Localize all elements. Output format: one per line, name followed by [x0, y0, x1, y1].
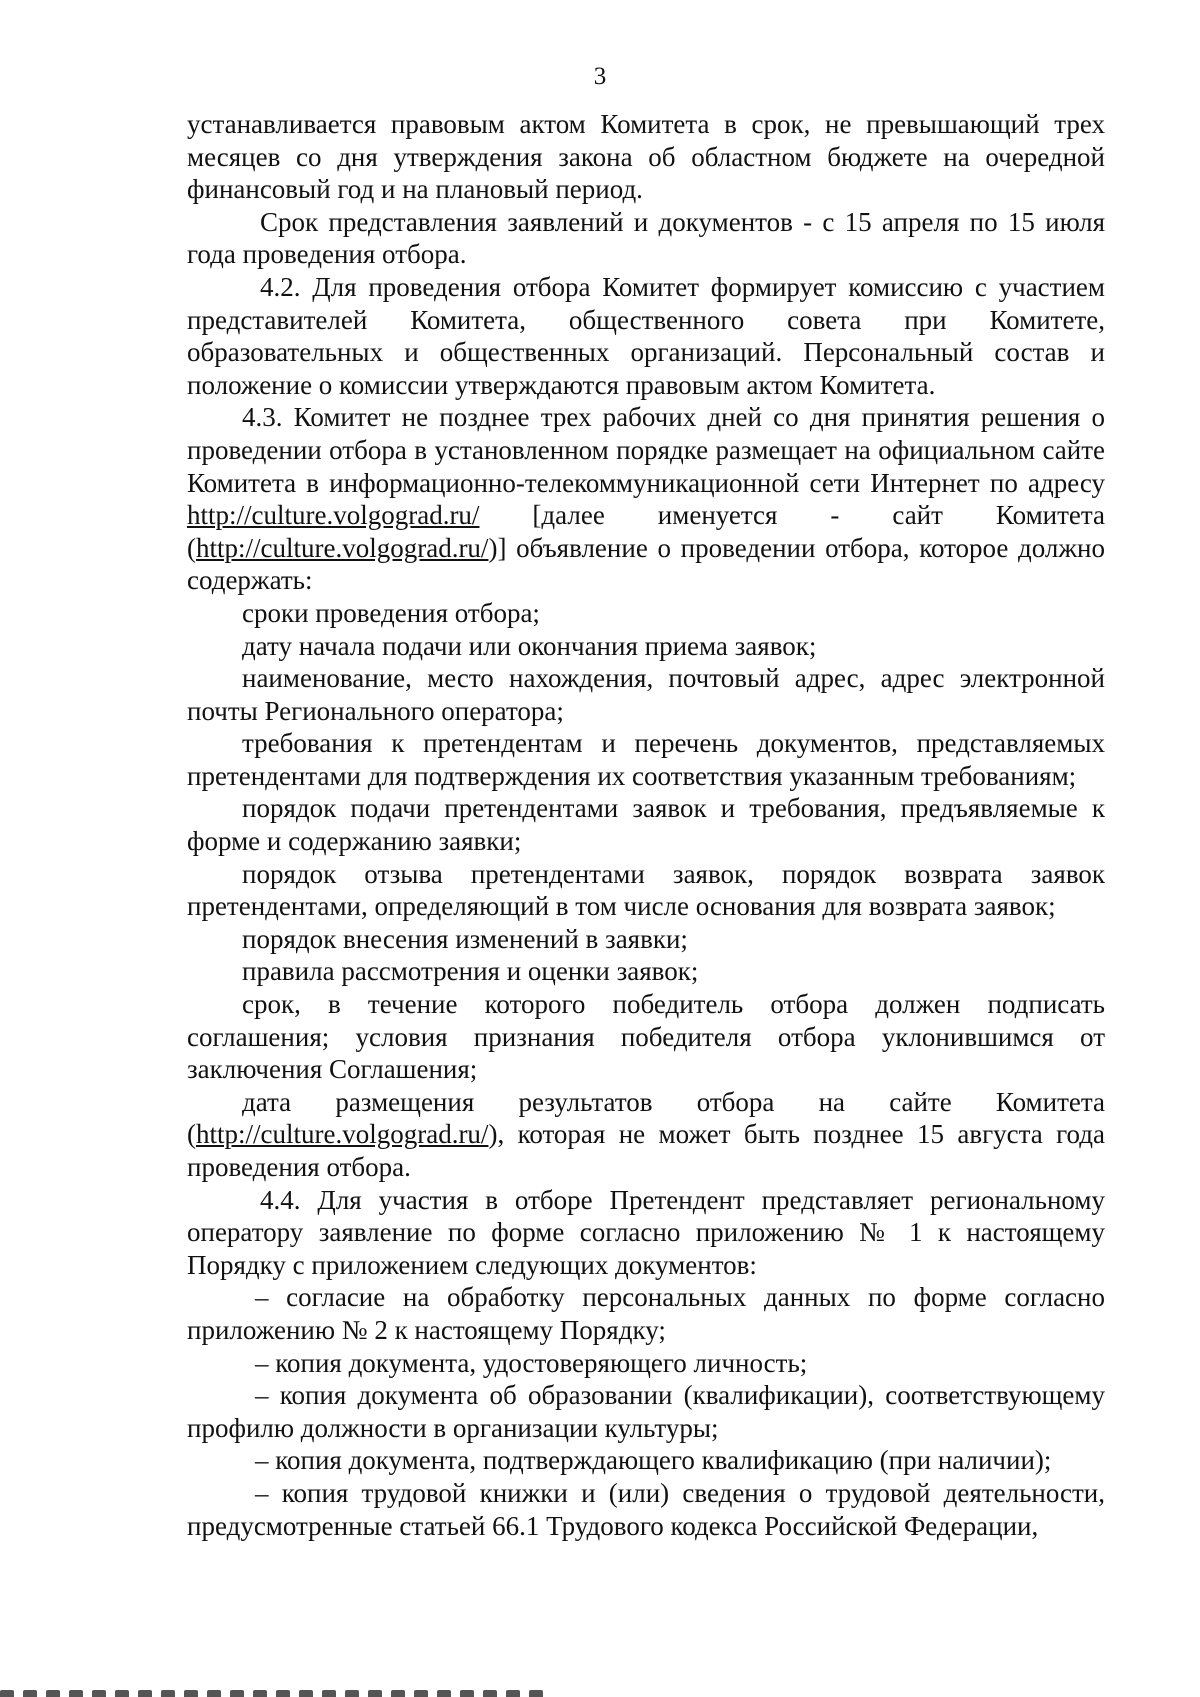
- page-number: 3: [593, 63, 607, 90]
- doc-item-education-document: – копия документа об образовании (квалификации), соответствующему профилю должности в организации культуры;: [187, 1380, 1105, 1443]
- list-item-review-rules: правила рассмотрения и оценки заявок;: [242, 956, 699, 987]
- paragraph-budget-period: устанавливается правовым актом Комитета в срок, не превышающий трех месяцев со дня утверждения закона об областном бюджете на очередной финансовый год и на плановый период.: [187, 109, 1105, 205]
- doc-item-qualification-document: – копия документа, подтверждающего квалификацию (при наличии);: [255, 1445, 1052, 1476]
- paragraph-submission-deadline: Срок представления заявлений и документов - с 15 апреля по 15 июля года проведения отбора.: [187, 206, 1105, 270]
- doc-item-identity-document: – копия документа, удостоверяющего личность;: [255, 1347, 808, 1378]
- paragraph-4-3-announcement: [187, 401, 1105, 597]
- paragraph-4-3-text-2: [далее именуется - сайт Комитета (: [187, 500, 1105, 563]
- list-item-selection-terms: сроки проведения отбора;: [242, 597, 540, 628]
- list-item-applicant-requirements: требования к претендентам и перечень документов, представляемых претендентами для подтверждения их соответствия указанным требованиям;: [187, 728, 1105, 791]
- paragraph-4-2-commission: 4.2. Для проведения отбора Комитет формирует комиссию с участием представителей Комитета, общественного совета при Комитете, образовательных и общественных организаций. Персональный состав и положение о комиссии утверждаются правовым актом Комитета.: [187, 271, 1105, 400]
- results-date-text-1: дата размещения результатов отбора на сайте Комитета (: [187, 1086, 1105, 1150]
- paragraph-4-4-application: 4.4. Для участия в отборе Претендент представляет региональному оператору заявление по форме согласно приложению № 1 к настоящему Порядку с приложением следующих документов:: [187, 1184, 1105, 1280]
- doc-item-employment-record: – копия трудовой книжки и (или) сведения о трудовой деятельности, предусмотренные статьей 66.1 Трудового кодекса Российской Федерации,: [187, 1477, 1105, 1541]
- list-item-results-date: [187, 1086, 1105, 1184]
- list-item-withdrawal-procedure: порядок отзыва претендентами заявок, порядок возврата заявок претендентами, определяющий в том числе основания для возврата заявок;: [187, 858, 1105, 922]
- list-item-agreement-term: срок, в течение которого победитель отбора должен подписать соглашения; условия признания победителя отбора уклонившимся от заключения Соглашения;: [187, 989, 1105, 1085]
- paragraph-4-3-text-3: )] объявление о проведении отбора, которое должно содержать:: [187, 532, 1105, 596]
- culture-site-link-2[interactable]: http://culture.volgograd.ru/: [196, 532, 489, 563]
- list-item-changes-procedure: порядок внесения изменений в заявки;: [242, 923, 688, 954]
- culture-site-link-1[interactable]: http://culture.volgograd.ru/: [187, 500, 480, 531]
- results-date-text-2: ), которая не может быть позднее 15 августа года проведения отбора.: [187, 1119, 1105, 1182]
- paragraph-4-3-text-1: 4.3. Комитет не позднее трех рабочих дней со дня принятия решения о проведении отбора в установленном порядке размещает на официальном сайте Комитета в информационно-телекоммуникационной сети Интернет по адресу: [187, 402, 1105, 498]
- list-item-application-dates: дату начала подачи или окончания приема заявок;: [242, 630, 817, 661]
- scan-edge-marks: [0, 1686, 600, 1697]
- list-item-submission-procedure: порядок подачи претендентами заявок и требования, предъявляемые к форме и содержанию заявки;: [187, 793, 1105, 857]
- culture-site-link-3[interactable]: http://culture.volgograd.ru/: [196, 1119, 489, 1150]
- list-item-operator-contacts: наименование, место нахождения, почтовый адрес, адрес электронной почты Регионального оператора;: [187, 663, 1105, 726]
- document-body: [187, 108, 1105, 1542]
- doc-item-personal-data-consent: – согласие на обработку персональных данных по форме согласно приложению № 2 к настоящему Порядку;: [187, 1282, 1105, 1345]
